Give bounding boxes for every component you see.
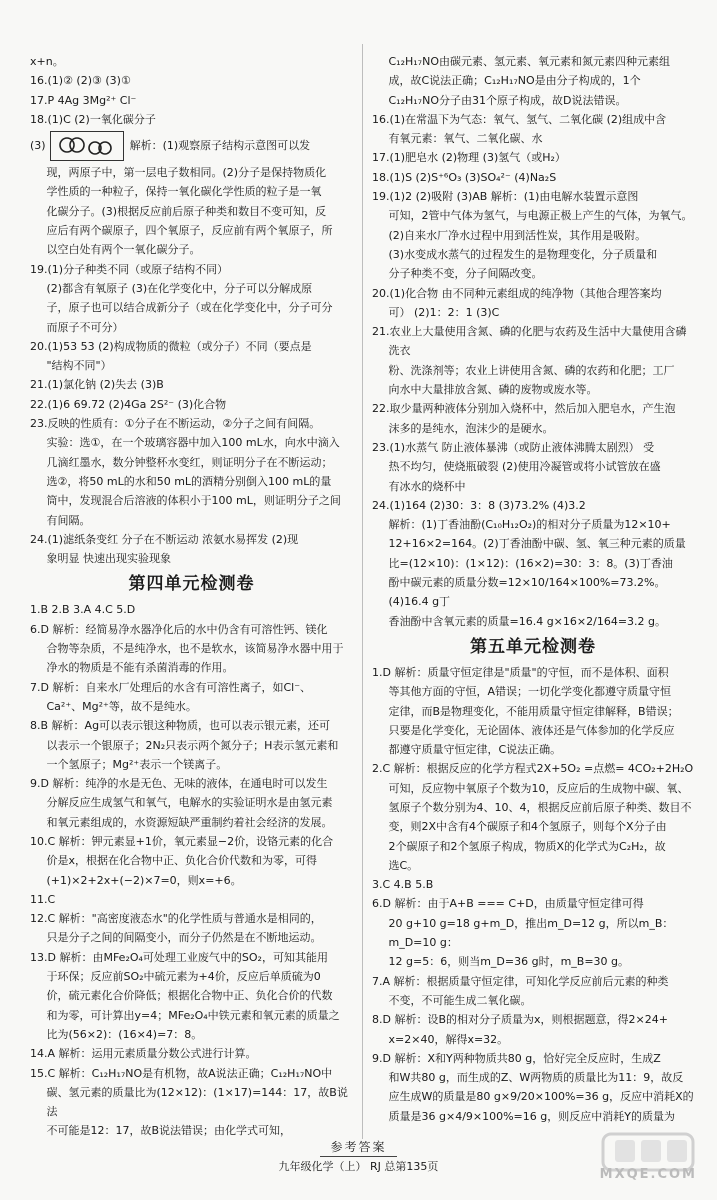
- answer-continuation: 象明显 快速出现实验现象: [46, 552, 171, 566]
- answer-continuation: 解析：(1)丁香油酚(C₁₀H₁₂O₂)的相对分子质量为12×10+: [388, 518, 671, 532]
- answer-continuation: 子，原子也可以结合成新分子（或在化学变化中，分子可分: [46, 301, 333, 315]
- answer-item: 11.C: [30, 892, 56, 906]
- answer-continuation: "结构不同"）: [46, 359, 112, 373]
- answer-item: 24.(1)滤纸条变红 分子在不断运动 浓氨水易挥发 (2)现: [30, 532, 299, 546]
- answer-item: 12.C 解析："高密度液态水"的化学性质与普通水是相同的，: [30, 912, 322, 926]
- answer-item: 8.B 解析：Ag可以表示银这种物质，也可以表示银元素，还可: [30, 719, 331, 733]
- answer-item: 21.农业上大量使用含氮、磷的化肥与农药及生活中大量使用含磷洗衣: [372, 325, 687, 358]
- answer-continuation: 和氧元素组成的，水资源短缺严重制约着社会经济的发展。: [46, 815, 333, 829]
- answer-continuation: (2)都含有氧原子 (3)在化学变化中，分子可以分解成原: [46, 281, 313, 295]
- answer-continuation: 成，故C说法正确；C₁₂H₁₇NO是由分子构成的，1个: [388, 74, 641, 88]
- answer-continuation: 和W共80 g，而生成的Z、W两物质的质量比为11：9，故反: [388, 1071, 684, 1085]
- answer-item: 13.D 解析：由MFe₂O₄可处理工业废气中的SO₂，可知其能用: [30, 950, 328, 964]
- answer-continuation: 比=(12×10)：(1×12)：(16×2)=30：3：8。(3)丁香油: [388, 556, 673, 570]
- answer-item: 24.(1)164 (2)30：3：8 (3)73.2% (4)3.2: [372, 498, 586, 512]
- answer-continuation: 有氧元素：氧气、二氧化碳、水: [388, 132, 543, 146]
- answer-continuation: 2个碳原子和2个氢原子构成，物质X的化学式为C₂H₂，故: [388, 839, 666, 853]
- answer-continuation: 有冰水的烧杯中: [388, 479, 466, 493]
- answer-continuation: x=2×40，解得x=32。: [388, 1032, 509, 1046]
- answer-continuation: 以空白处有两个一氧化碳分子。: [46, 243, 201, 257]
- answer-item: 7.A 解析：根据质量守恒定律，可知化学反应前后元素的种类: [372, 974, 669, 988]
- answer-continuation: 选②，将50 mL的水和50 mL的酒精分别倒入100 mL的量: [46, 474, 332, 488]
- answer-continuation: 定律，而B是物理变化，不能用质量守恒定律解释，B错误；: [388, 704, 679, 718]
- answer-item: 3.C 4.B 5.B: [372, 878, 434, 892]
- answer-continuation: 可知，2管中气体为氢气，与电源正极上产生的气体，为氧气。: [388, 209, 693, 223]
- answer-item: 7.D 解析：自来水厂处理后的水含有可溶性离子，如Cl⁻、: [30, 680, 312, 694]
- answer-continuation: 一个氢原子；Mg²⁺表示一个镁离子。: [46, 757, 228, 771]
- answer-continuation: 质量是36 g×4/9×100%=16 g，则反应中消耗Y的质量为: [388, 1109, 675, 1123]
- answer-item: 22.取少量两种液体分别加入烧杯中，然后加入肥皂水，产生泡: [372, 402, 676, 416]
- answer-continuation: 粉、洗涤剂等；农业上讲使用含氮、磷的农药和化肥；工厂: [388, 363, 675, 377]
- answer-continuation: 于环保；反应前SO₂中硫元素为+4价，反应后单质硫为0: [46, 970, 321, 984]
- answer-item: 17.P 4Ag 3Mg²⁺ Cl⁻: [30, 93, 137, 107]
- answer-number: (3): [30, 139, 46, 153]
- answer-continuation: 有间隔。: [46, 513, 91, 527]
- answer-item: 1.D 解析：质量守恒定律是"质量"的守恒，而不是体积、面积: [372, 665, 669, 679]
- footer-title: 参考答案: [320, 1138, 396, 1157]
- answer-item: 9.D 解析：纯净的水是无色、无味的液体，在通电时可以发生: [30, 777, 328, 791]
- answer-explanation: 解析：(1)观察原子结构示意图可以发: [129, 139, 311, 153]
- answer-continuation: 12+16×2=164。(2)丁香油酚中碳、氢、氧三种元素的质量: [388, 537, 686, 551]
- answer-item: 14.A 解析：运用元素质量分数公式进行计算。: [30, 1047, 257, 1061]
- answer-continuation: 只是分子之间的间隔变小，而分子仍然是在不断地运动。: [46, 931, 322, 945]
- answer-continuation: (3)水变成水蒸气的过程发生的是物理变化，分子质量和: [388, 247, 658, 261]
- answer-item: 2.C 解析：根据反应的化学方程式2X+5O₂ =点燃= 4CO₂+2H₂O: [372, 762, 694, 776]
- answer-continuation: Ca²⁺、Mg²⁺等，故不是纯水。: [46, 699, 197, 713]
- column-divider: [362, 44, 363, 1139]
- answer-continuation: 和为零，可计算出y=4；MFe₂O₄中铁元素和氧元素的质量之: [46, 1008, 340, 1022]
- footer-page-info: 九年级化学（上） RJ 总第135页: [278, 1160, 439, 1174]
- answer-item: 20.(1)化合物 由不同种元素组成的纯净物（其他合理答案均: [372, 286, 662, 300]
- answer-item: 6.D 解析：经简易净水器净化后的水中仍含有可溶性钙、镁化: [30, 622, 328, 636]
- answer-continuation: 筒中，发现混合后溶液的体积小于100 mL，则证明分子之间: [46, 494, 341, 508]
- section-heading: 第五单元检测卷: [470, 636, 596, 657]
- answer-continuation: 应后有两个碳原子，四个氧原子，反应前有两个氧原子，所: [46, 224, 333, 238]
- answer-continuation: C₁₂H₁₇NO由碳元素、氢元素、氧元素和氮元素四种元素组: [388, 55, 670, 68]
- answer-item: 16.(1)在常温下为气态：氧气、氢气、二氧化碳 (2)组成中含: [372, 112, 667, 126]
- answer-continuation: 向水中大量排放含氮、磷的废物或废水等。: [388, 383, 598, 397]
- answer-continuation: 价是x，根据在化合物中正、负化合价代数和为零，可得: [46, 854, 318, 868]
- answer-continuation: 以表示一个银原子；2N₂只表示两个氮分子；H表示氢元素和: [46, 738, 339, 752]
- answer-item: 23.反映的性质有：①分子在不断运动，②分子之间有间隔。: [30, 417, 321, 431]
- answer-continuation: 可） (2)1：2：1 (3)C: [388, 305, 500, 319]
- answer-continuation: 不变，不可能生成二氧化碳。: [388, 993, 532, 1007]
- answer-item: 19.(1)分子种类不同（或原子结构不同）: [30, 262, 229, 276]
- answer-continuation: 选C。: [388, 858, 419, 872]
- watermark-text: MXQE.COM: [599, 1166, 697, 1182]
- answer-item: 10.C 解析：钾元素显+1价，氧元素显−2价，设铬元素的化合: [30, 834, 334, 848]
- answer-continuation: 酚中碳元素的质量分数=12×10/164×100%=73.2%。(4)16.4 g丁: [388, 576, 666, 609]
- answer-continuation: 只要是化学变化，无论固体、液体还是气体参加的化学反应: [388, 723, 675, 737]
- answer-continuation: 沫多的是纯水，泡沫少的是硬水。: [388, 421, 554, 435]
- answer-item: 16.(1)② (2)③ (3)①: [30, 74, 131, 88]
- answer-continuation: 分子种类不变，分子间隔改变。: [388, 267, 543, 281]
- answer-continuation: 比为(56×2)：(16×4)=7：8。: [46, 1027, 203, 1041]
- answer-continuation: 香油酚中含氧元素的质量=16.4 g×16×2/164=3.2 g。: [388, 614, 667, 628]
- answer-item: 20.(1)53 53 (2)构成物质的微粒（或分子）不同（要点是: [30, 339, 312, 353]
- left-column: [30, 52, 353, 1141]
- answer-item: x+n。: [30, 55, 64, 68]
- answer-item: 18.(1)S (2)S⁺⁶O₃ (3)SO₄²⁻ (4)Na₂S: [372, 170, 557, 184]
- answer-continuation: 分解反应生成氢气和氧气，电解水的实验证明水是由氢元素: [46, 796, 333, 810]
- answer-item: 1.B 2.B 3.A 4.C 5.D: [30, 603, 136, 617]
- answer-continuation: 化碳分子。(3)根据反应前后原子种类和数目不变可知，反: [46, 204, 327, 218]
- answer-continuation: 都遵守质量守恒定律，C说法正确。: [388, 743, 562, 757]
- answer-continuation: 可知，反应物中氧原子个数为10，反应后的生成物中碳、氧、: [388, 781, 689, 795]
- answer-continuation: 等其他方面的守恒，A错误；一切化学变化都遵守质量守恒: [388, 685, 672, 699]
- answer-continuation: 热不均匀，使烧瓶破裂 (2)使用冷凝管或将小试管放在盛: [388, 460, 661, 474]
- right-column: [372, 52, 694, 1126]
- answer-continuation: 实验：选①，在一个玻璃容器中加入100 mL水，向水中滴入: [46, 436, 340, 450]
- answer-line-with-diagram: [30, 129, 353, 163]
- answer-continuation: 变，则2X中含有4个碳原子和4个氢原子，则每个X分子由: [388, 820, 667, 834]
- answer-continuation: 氢原子个数分别为4、10、4，根据反应前后原子种类、数目不: [388, 800, 692, 814]
- answer-continuation: 几滴红墨水，数分钟整杯水变红，则证明分子在不断运动；: [46, 455, 333, 469]
- molecule-circles-icon: [51, 132, 123, 160]
- answer-item: 17.(1)肥皂水 (2)物理 (3)氢气（或H₂）: [372, 151, 566, 165]
- answer-item: 23.(1)水蒸气 防止液体暴沸（或防止液体沸腾太剧烈） 受: [372, 440, 655, 454]
- answer-continuation: 12 g=5：6，则当m_D=36 g时，m_B=30 g。: [388, 955, 630, 969]
- answer-continuation: 合物等杂质，不是纯净水，也不是软水，该简易净水器中用于: [46, 642, 344, 656]
- answer-item: 8.D 解析：设B的相对分子质量为x，则根据题意，得2×24+: [372, 1013, 668, 1027]
- answer-continuation: 不可能是12：17，故B说法错误；由化学式可知，: [46, 1124, 292, 1138]
- answer-item: 19.(1)2 (2)吸附 (3)AB 解析：(1)由电解水装置示意图: [372, 190, 639, 204]
- answer-continuation: 应生成W的质量是80 g×9/20×100%=36 g，反应中消耗X的: [388, 1090, 694, 1104]
- answer-item: 15.C 解析：C₁₂H₁₇NO是有机物，故A说法正确；C₁₂H₁₇NO中: [30, 1066, 333, 1080]
- answer-continuation: 现，两原子中，第一层电子数相同。(2)分子是保持物质化: [46, 166, 327, 180]
- answer-item: 9.D 解析：X和Y两种物质共80 g，恰好完全反应时，生成Z: [372, 1051, 661, 1065]
- answer-continuation: (+1)×2+2x+(−2)×7=0，则x=+6。: [46, 873, 242, 887]
- answer-continuation: 而原子不可分）: [46, 320, 124, 334]
- answer-continuation: 20 g+10 g=18 g+m_D，推出m_D=12 g，所以m_B：m_D=10 g：: [388, 916, 674, 950]
- co-molecule-diagram: [50, 131, 124, 161]
- answer-continuation: 净水的物质是不能有杀菌消毒的作用。: [46, 661, 234, 675]
- answer-item: 21.(1)氯化钠 (2)失去 (3)B: [30, 378, 164, 392]
- answer-item: 22.(1)6 69.72 (2)4Ga 2S²⁻ (3)化合物: [30, 397, 227, 411]
- answer-item: 6.D 解析：由于A+B === C+D，由质量守恒定律可得: [372, 897, 644, 911]
- section-heading: 第四单元检测卷: [128, 574, 255, 595]
- answer-continuation: 碳、氢元素的质量比为(12×12)：(1×17)=144：17，故B说法: [46, 1085, 348, 1119]
- answer-continuation: C₁₂H₁₇NO分子由31个原子构成，故D说法错误。: [388, 93, 627, 107]
- answer-item: 18.(1)C (2)一氧化碳分子: [30, 112, 156, 126]
- answer-continuation: 学性质的一种粒子，保持一氧化碳化学性质的粒子是一氧: [46, 185, 322, 199]
- answer-continuation: (2)自来水厂净水过程中用到活性炭，其作用是吸附。: [388, 228, 647, 242]
- answer-continuation: 价，硫元素化合价降低；根据化合物中正、负化合价的代数: [46, 989, 333, 1003]
